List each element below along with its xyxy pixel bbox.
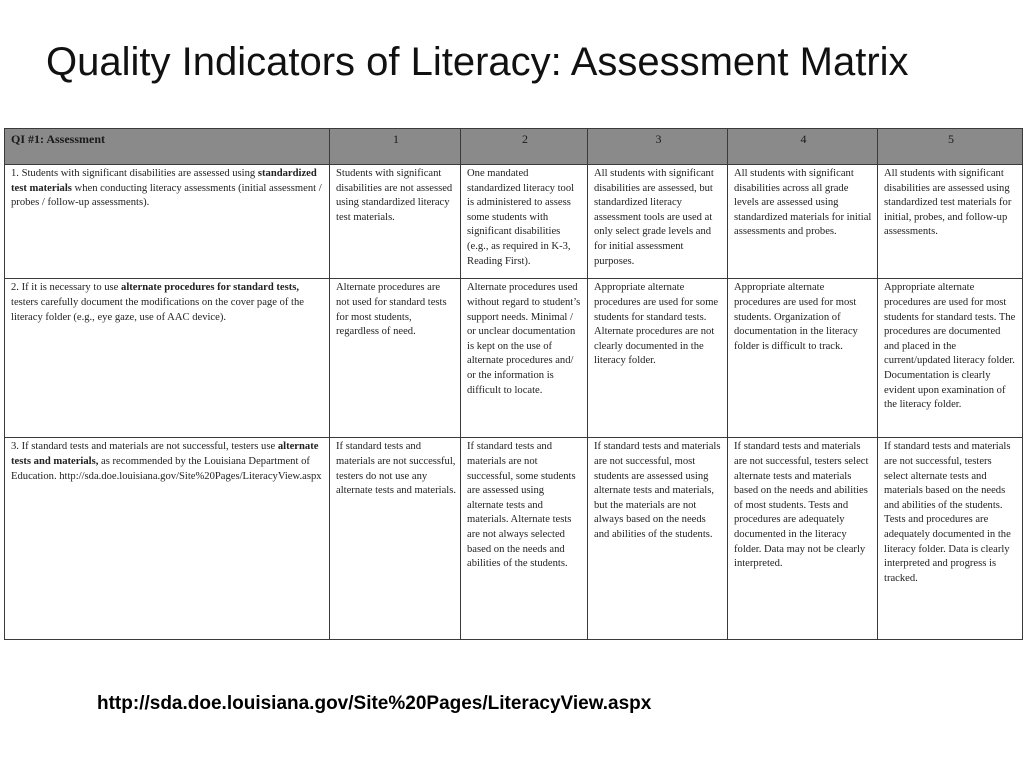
level-3-cell: Appropriate alternate procedures are used for some students for standard tests. Alternate procedures are not clearly documented in the literacy folder. (588, 279, 728, 438)
level-2-cell: One mandated standardized literacy tool is administered to assess some students with significant disabilities (e.g., as required in K-3, Reading First). (461, 165, 588, 279)
indicator-text: testers carefully document the modifications on the cover page of the literacy folder (e.g., eye gaze, use of AAC device). (11, 297, 304, 323)
slide-title: Quality Indicators of Literacy: Assessment Matrix (46, 40, 909, 84)
matrix-header-row (5, 129, 1023, 165)
header-level-4: 4 (728, 129, 878, 165)
level-3-cell: If standard tests and materials are not successful, most students are assessed using alternate tests and materials, but the materials are not always based on the needs and abilities of the students. (588, 438, 728, 640)
header-indicator: QI #1: Assessment (5, 129, 330, 165)
level-1-cell: Students with significant disabilities are not assessed using standardized literacy test materials. (330, 165, 461, 279)
assessment-matrix-table (4, 128, 1023, 640)
level-5-cell: Appropriate alternate procedures are used for most students for standard tests. The procedures are documented and placed in the current/updated literacy folder. Documentation is clearly evident upon examination of the literacy folder. (878, 279, 1023, 438)
header-level-3: 3 (588, 129, 728, 165)
matrix-row (5, 438, 1023, 640)
indicator-text: 2. If it is necessary to use (11, 282, 122, 294)
level-5-cell: All students with significant disabilities are assessed using standardized test materials for initial, probes, and follow-up assessments. (878, 165, 1023, 279)
indicator-emphasis: alternate procedures for standard tests, (121, 282, 300, 294)
indicator-text: when conducting literacy assessments (initial assessment / probes / follow-up assessments). (11, 182, 322, 209)
level-1-cell: If standard tests and materials are not successful, testers do not use any alternate tests and materials. (330, 438, 461, 640)
level-2-cell: If standard tests and materials are not successful, some students are assessed using alternate tests and materials. Alternate tests are not always selected based on the needs and abilities of the students. (461, 438, 588, 640)
level-3-cell: All students with significant disabilities are assessed, but standardized literacy assessment tools are used at only select grade levels and for initial assessment purposes. (588, 165, 728, 279)
level-4-cell: All students with significant disabilities across all grade levels are assessed using standardized materials for initial assessments and probes. (728, 165, 878, 279)
indicator-cell (5, 438, 330, 640)
indicator-cell (5, 165, 330, 279)
level-5-cell: If standard tests and materials are not successful, testers select alternate tests and materials based on the needs and abilities of the students. Tests and procedures are adequately documented in the literacy folder. Data is clearly interpreted and progress is tracked. (878, 438, 1023, 640)
indicator-cell (5, 279, 330, 438)
indicator-emphasis: standardized test materials (11, 168, 317, 194)
level-4-cell: Appropriate alternate procedures are used for most students. Organization of documentation in the literacy folder is difficult to track. (728, 279, 878, 438)
indicator-text: 3. If standard tests and materials are not successful, testers use (11, 441, 278, 453)
level-2-cell: Alternate procedures used without regard to student’s support needs. Minimal / or unclear documentation is kept on the use of alternate procedures and/ or the information is difficult to locate. (461, 279, 588, 438)
source-url: http://sda.doe.louisiana.gov/Site%20Pages/LiteracyView.aspx (97, 693, 652, 714)
header-level-1: 1 (330, 129, 461, 165)
matrix-row (5, 165, 1023, 279)
assessment-matrix-image (4, 128, 1022, 640)
level-1-cell: Alternate procedures are not used for standard tests for most students, regardless of need. (330, 279, 461, 438)
header-level-2: 2 (461, 129, 588, 165)
indicator-text: as recommended by the Louisiana Department of Education. http://sda.doe.louisiana.gov/Site%20Pages/LiteracyView.aspx (11, 456, 322, 482)
indicator-text: 1. Students with significant disabilities are assessed using (11, 168, 258, 179)
level-4-cell: If standard tests and materials are not successful, testers select alternate tests and materials based on the needs and abilities of most students. Tests and procedures are adequately documented in the literacy folder. Data may not be clearly interpreted. (728, 438, 878, 640)
header-level-5: 5 (878, 129, 1023, 165)
matrix-row (5, 279, 1023, 438)
indicator-emphasis: alternate tests and materials, (11, 441, 319, 468)
